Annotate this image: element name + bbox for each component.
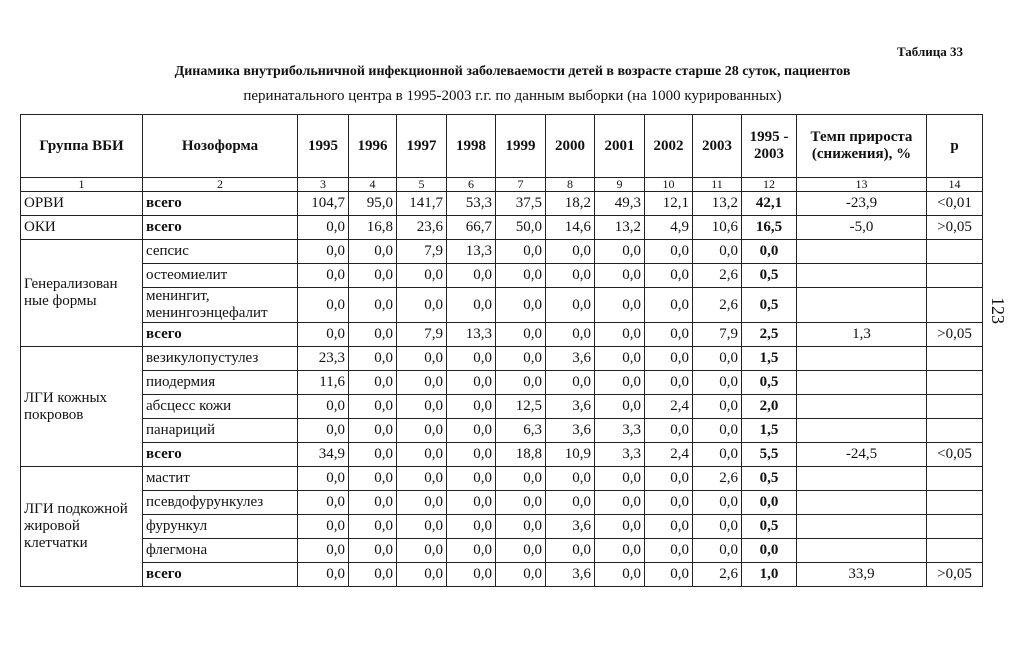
- year-value-cell: 0,0: [496, 264, 546, 288]
- year-value-cell: 11,6: [298, 371, 349, 395]
- column-number: 3: [298, 178, 349, 192]
- growth-rate-cell: [797, 240, 927, 264]
- page-number: 123: [988, 297, 1008, 324]
- nosoform-cell: пиодермия: [143, 371, 298, 395]
- year-value-cell: 0,0: [397, 288, 447, 323]
- period-total-cell: 0,0: [742, 240, 797, 264]
- year-value-cell: 0,0: [349, 288, 397, 323]
- period-total-cell: 2,0: [742, 395, 797, 419]
- year-value-cell: 0,0: [298, 539, 349, 563]
- header-cell: p: [927, 115, 983, 178]
- year-value-cell: 37,5: [496, 192, 546, 216]
- year-value-cell: 0,0: [298, 563, 349, 587]
- header-cell: 1998: [447, 115, 496, 178]
- period-total-cell: 0,0: [742, 539, 797, 563]
- header-cell: 2000: [546, 115, 595, 178]
- year-value-cell: 0,0: [693, 371, 742, 395]
- year-value-cell: 2,6: [693, 288, 742, 323]
- period-total-cell: 5,5: [742, 443, 797, 467]
- year-value-cell: 0,0: [546, 240, 595, 264]
- year-value-cell: 0,0: [496, 491, 546, 515]
- nosoform-cell: менингит, менингоэнцефалит: [143, 288, 298, 323]
- year-value-cell: 13,2: [693, 192, 742, 216]
- year-value-cell: 0,0: [496, 467, 546, 491]
- year-value-cell: 0,0: [496, 371, 546, 395]
- year-value-cell: 2,6: [693, 264, 742, 288]
- year-value-cell: 0,0: [447, 563, 496, 587]
- p-value-cell: [927, 264, 983, 288]
- year-value-cell: 0,0: [546, 467, 595, 491]
- column-number: 11: [693, 178, 742, 192]
- group-cell: ЛГИ кожных покровов: [21, 347, 143, 467]
- year-value-cell: 0,0: [645, 467, 693, 491]
- year-value-cell: 0,0: [645, 264, 693, 288]
- nosoform-cell: панариций: [143, 419, 298, 443]
- year-value-cell: 0,0: [447, 288, 496, 323]
- year-value-cell: 0,0: [447, 491, 496, 515]
- year-value-cell: 0,0: [349, 395, 397, 419]
- p-value-cell: [927, 419, 983, 443]
- p-value-cell: [927, 467, 983, 491]
- year-value-cell: 0,0: [298, 491, 349, 515]
- nosoform-cell: всего: [143, 192, 298, 216]
- period-total-cell: 0,5: [742, 371, 797, 395]
- year-value-cell: 66,7: [447, 216, 496, 240]
- year-value-cell: 0,0: [397, 563, 447, 587]
- year-value-cell: 0,0: [546, 264, 595, 288]
- table-row: [21, 443, 983, 467]
- header-row: [21, 115, 983, 178]
- year-value-cell: 3,6: [546, 347, 595, 371]
- year-value-cell: 0,0: [595, 467, 645, 491]
- p-value-cell: <0,01: [927, 192, 983, 216]
- group-cell: ОРВИ: [21, 192, 143, 216]
- year-value-cell: 0,0: [645, 491, 693, 515]
- year-value-cell: 50,0: [496, 216, 546, 240]
- year-value-cell: 0,0: [397, 539, 447, 563]
- year-value-cell: 0,0: [595, 539, 645, 563]
- column-number: 12: [742, 178, 797, 192]
- table-row: [21, 264, 983, 288]
- column-number-row: [21, 178, 983, 192]
- year-value-cell: 0,0: [496, 515, 546, 539]
- year-value-cell: 3,3: [595, 419, 645, 443]
- year-value-cell: 0,0: [496, 539, 546, 563]
- year-value-cell: 18,2: [546, 192, 595, 216]
- table-row: [21, 240, 983, 264]
- period-total-cell: 42,1: [742, 192, 797, 216]
- year-value-cell: 10,9: [546, 443, 595, 467]
- table-row: [21, 467, 983, 491]
- p-value-cell: <0,05: [927, 443, 983, 467]
- year-value-cell: 0,0: [397, 395, 447, 419]
- nosoform-cell: всего: [143, 323, 298, 347]
- year-value-cell: 0,0: [349, 240, 397, 264]
- header-cell: Нозоформа: [143, 115, 298, 178]
- header-cell: 2002: [645, 115, 693, 178]
- p-value-cell: [927, 288, 983, 323]
- header-cell: 1996: [349, 115, 397, 178]
- year-value-cell: 0,0: [349, 515, 397, 539]
- column-number: 10: [645, 178, 693, 192]
- nosoform-cell: абсцесс кожи: [143, 395, 298, 419]
- p-value-cell: >0,05: [927, 563, 983, 587]
- nosoform-cell: фурункул: [143, 515, 298, 539]
- column-number: 7: [496, 178, 546, 192]
- year-value-cell: 53,3: [447, 192, 496, 216]
- year-value-cell: 0,0: [645, 323, 693, 347]
- year-value-cell: 0,0: [645, 563, 693, 587]
- year-value-cell: 0,0: [645, 539, 693, 563]
- year-value-cell: 0,0: [693, 539, 742, 563]
- year-value-cell: 0,0: [595, 371, 645, 395]
- period-total-cell: 2,5: [742, 323, 797, 347]
- year-value-cell: 0,0: [546, 323, 595, 347]
- column-number: 8: [546, 178, 595, 192]
- column-number: 2: [143, 178, 298, 192]
- nosoform-cell: мастит: [143, 467, 298, 491]
- year-value-cell: 0,0: [397, 467, 447, 491]
- header-cell: 1995: [298, 115, 349, 178]
- year-value-cell: 0,0: [645, 288, 693, 323]
- growth-rate-cell: [797, 515, 927, 539]
- year-value-cell: 0,0: [645, 240, 693, 264]
- nosoform-cell: флегмона: [143, 539, 298, 563]
- year-value-cell: 104,7: [298, 192, 349, 216]
- year-value-cell: 7,9: [693, 323, 742, 347]
- year-value-cell: 12,1: [645, 192, 693, 216]
- column-number: 9: [595, 178, 645, 192]
- year-value-cell: 14,6: [546, 216, 595, 240]
- year-value-cell: 0,0: [349, 419, 397, 443]
- year-value-cell: 0,0: [693, 395, 742, 419]
- group-cell: ЛГИ подкожной жировой клетчатки: [21, 467, 143, 587]
- year-value-cell: 0,0: [447, 371, 496, 395]
- column-number: 4: [349, 178, 397, 192]
- table-number: Таблица 33: [896, 44, 963, 59]
- growth-rate-cell: [797, 467, 927, 491]
- growth-rate-cell: 1,3: [797, 323, 927, 347]
- year-value-cell: 0,0: [693, 419, 742, 443]
- year-value-cell: 49,3: [595, 192, 645, 216]
- table-row: [21, 563, 983, 587]
- p-value-cell: [927, 539, 983, 563]
- nosoform-cell: всего: [143, 563, 298, 587]
- table-row: [21, 216, 983, 240]
- year-value-cell: 0,0: [447, 467, 496, 491]
- growth-rate-cell: [797, 288, 927, 323]
- nosoform-cell: остеомиелит: [143, 264, 298, 288]
- year-value-cell: 0,0: [645, 419, 693, 443]
- column-number: 1: [21, 178, 143, 192]
- year-value-cell: 0,0: [693, 347, 742, 371]
- nosoform-cell: везикулопустулез: [143, 347, 298, 371]
- year-value-cell: 3,6: [546, 395, 595, 419]
- growth-rate-cell: [797, 395, 927, 419]
- period-total-cell: 16,5: [742, 216, 797, 240]
- year-value-cell: 95,0: [349, 192, 397, 216]
- year-value-cell: 0,0: [298, 240, 349, 264]
- year-value-cell: 0,0: [298, 515, 349, 539]
- year-value-cell: 0,0: [595, 563, 645, 587]
- header-cell: Темп прироста (снижения), %: [797, 115, 927, 178]
- year-value-cell: 18,8: [496, 443, 546, 467]
- table-row: [21, 323, 983, 347]
- table-row: [21, 347, 983, 371]
- year-value-cell: 141,7: [397, 192, 447, 216]
- table-row: [21, 192, 983, 216]
- year-value-cell: 0,0: [447, 515, 496, 539]
- period-total-cell: 0,0: [742, 491, 797, 515]
- group-cell: Генерализован ные формы: [21, 240, 143, 347]
- year-value-cell: 7,9: [397, 323, 447, 347]
- year-value-cell: 0,0: [595, 491, 645, 515]
- year-value-cell: 0,0: [595, 264, 645, 288]
- year-value-cell: 0,0: [693, 443, 742, 467]
- incidence-table: [20, 114, 983, 587]
- period-total-cell: 0,5: [742, 467, 797, 491]
- year-value-cell: 0,0: [595, 347, 645, 371]
- year-value-cell: 0,0: [397, 491, 447, 515]
- year-value-cell: 4,9: [645, 216, 693, 240]
- period-total-cell: 1,5: [742, 347, 797, 371]
- p-value-cell: >0,05: [927, 216, 983, 240]
- table-row: [21, 395, 983, 419]
- year-value-cell: 0,0: [595, 515, 645, 539]
- year-value-cell: 0,0: [349, 371, 397, 395]
- table-row: [21, 288, 983, 323]
- growth-rate-cell: -5,0: [797, 216, 927, 240]
- year-value-cell: 0,0: [496, 323, 546, 347]
- header-cell: 1997: [397, 115, 447, 178]
- table-body: [21, 192, 983, 587]
- header-cell: 1995 - 2003: [742, 115, 797, 178]
- period-total-cell: 0,5: [742, 288, 797, 323]
- period-total-cell: 0,5: [742, 515, 797, 539]
- year-value-cell: 0,0: [447, 443, 496, 467]
- growth-rate-cell: [797, 539, 927, 563]
- growth-rate-cell: [797, 264, 927, 288]
- p-value-cell: [927, 395, 983, 419]
- table-row: [21, 539, 983, 563]
- period-total-cell: 1,0: [742, 563, 797, 587]
- year-value-cell: 0,0: [645, 371, 693, 395]
- year-value-cell: 23,3: [298, 347, 349, 371]
- year-value-cell: 23,6: [397, 216, 447, 240]
- group-cell: ОКИ: [21, 216, 143, 240]
- year-value-cell: 3,3: [595, 443, 645, 467]
- year-value-cell: 0,0: [595, 323, 645, 347]
- growth-rate-cell: 33,9: [797, 563, 927, 587]
- year-value-cell: 10,6: [693, 216, 742, 240]
- table-title-line-1: Динамика внутрибольничной инфекционной заболеваемости детей в возрасте старше 28 суток, пациентов: [174, 64, 851, 79]
- year-value-cell: 0,0: [645, 515, 693, 539]
- year-value-cell: 0,0: [298, 395, 349, 419]
- year-value-cell: 0,0: [447, 419, 496, 443]
- header-cell: 1999: [496, 115, 546, 178]
- table-row: [21, 515, 983, 539]
- growth-rate-cell: [797, 419, 927, 443]
- year-value-cell: 0,0: [397, 515, 447, 539]
- year-value-cell: 0,0: [496, 563, 546, 587]
- year-value-cell: 0,0: [349, 323, 397, 347]
- year-value-cell: 13,3: [447, 323, 496, 347]
- year-value-cell: 0,0: [298, 288, 349, 323]
- year-value-cell: 0,0: [298, 264, 349, 288]
- year-value-cell: 3,6: [546, 563, 595, 587]
- year-value-cell: 0,0: [349, 264, 397, 288]
- year-value-cell: 0,0: [349, 443, 397, 467]
- year-value-cell: 0,0: [298, 467, 349, 491]
- year-value-cell: 0,0: [496, 240, 546, 264]
- year-value-cell: 0,0: [298, 216, 349, 240]
- year-value-cell: 0,0: [496, 347, 546, 371]
- column-number: 14: [927, 178, 983, 192]
- p-value-cell: [927, 491, 983, 515]
- p-value-cell: [927, 347, 983, 371]
- column-number: 6: [447, 178, 496, 192]
- year-value-cell: 13,2: [595, 216, 645, 240]
- year-value-cell: 0,0: [397, 443, 447, 467]
- year-value-cell: 0,0: [397, 264, 447, 288]
- table-row: [21, 491, 983, 515]
- year-value-cell: 0,0: [496, 288, 546, 323]
- p-value-cell: >0,05: [927, 323, 983, 347]
- year-value-cell: 0,0: [693, 240, 742, 264]
- year-value-cell: 0,0: [693, 515, 742, 539]
- year-value-cell: 0,0: [546, 371, 595, 395]
- table-row: [21, 371, 983, 395]
- table-title-line-2: перинатального центра в 1995-2003 г.г. по данным выборки (на 1000 курированных): [243, 88, 782, 104]
- year-value-cell: 0,0: [349, 347, 397, 371]
- growth-rate-cell: [797, 371, 927, 395]
- growth-rate-cell: -23,9: [797, 192, 927, 216]
- year-value-cell: 12,5: [496, 395, 546, 419]
- nosoform-cell: всего: [143, 216, 298, 240]
- year-value-cell: 34,9: [298, 443, 349, 467]
- year-value-cell: 0,0: [397, 371, 447, 395]
- growth-rate-cell: -24,5: [797, 443, 927, 467]
- table-row: [21, 419, 983, 443]
- year-value-cell: 0,0: [298, 419, 349, 443]
- year-value-cell: 6,3: [496, 419, 546, 443]
- p-value-cell: [927, 371, 983, 395]
- nosoform-cell: псевдофурункулез: [143, 491, 298, 515]
- year-value-cell: 2,6: [693, 467, 742, 491]
- year-value-cell: 0,0: [298, 323, 349, 347]
- period-total-cell: 0,5: [742, 264, 797, 288]
- year-value-cell: 3,6: [546, 419, 595, 443]
- growth-rate-cell: [797, 347, 927, 371]
- year-value-cell: 0,0: [546, 288, 595, 323]
- year-value-cell: 0,0: [349, 467, 397, 491]
- year-value-cell: 0,0: [447, 347, 496, 371]
- year-value-cell: 0,0: [349, 539, 397, 563]
- p-value-cell: [927, 515, 983, 539]
- column-number: 13: [797, 178, 927, 192]
- year-value-cell: 0,0: [349, 563, 397, 587]
- year-value-cell: 0,0: [349, 491, 397, 515]
- year-value-cell: 0,0: [546, 491, 595, 515]
- year-value-cell: 0,0: [546, 539, 595, 563]
- year-value-cell: 3,6: [546, 515, 595, 539]
- year-value-cell: 2,6: [693, 563, 742, 587]
- year-value-cell: 0,0: [447, 264, 496, 288]
- growth-rate-cell: [797, 491, 927, 515]
- year-value-cell: 0,0: [397, 347, 447, 371]
- period-total-cell: 1,5: [742, 419, 797, 443]
- p-value-cell: [927, 240, 983, 264]
- year-value-cell: 0,0: [595, 395, 645, 419]
- header-cell: 2003: [693, 115, 742, 178]
- year-value-cell: 0,0: [595, 240, 645, 264]
- year-value-cell: 2,4: [645, 443, 693, 467]
- header-cell: Группа ВБИ: [21, 115, 143, 178]
- year-value-cell: 13,3: [447, 240, 496, 264]
- year-value-cell: 0,0: [595, 288, 645, 323]
- column-number: 5: [397, 178, 447, 192]
- year-value-cell: 0,0: [447, 395, 496, 419]
- year-value-cell: 0,0: [645, 347, 693, 371]
- year-value-cell: 0,0: [447, 539, 496, 563]
- header-cell: 2001: [595, 115, 645, 178]
- year-value-cell: 0,0: [397, 419, 447, 443]
- nosoform-cell: сепсис: [143, 240, 298, 264]
- nosoform-cell: всего: [143, 443, 298, 467]
- year-value-cell: 16,8: [349, 216, 397, 240]
- year-value-cell: 2,4: [645, 395, 693, 419]
- year-value-cell: 0,0: [693, 491, 742, 515]
- year-value-cell: 7,9: [397, 240, 447, 264]
